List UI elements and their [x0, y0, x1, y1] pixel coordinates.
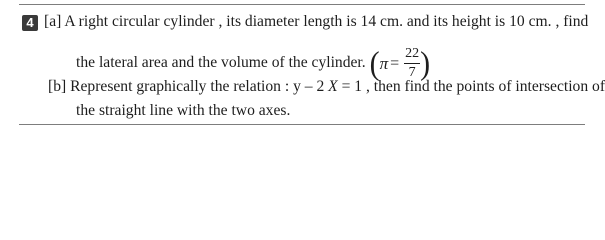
part-b-line-2	[76, 103, 290, 119]
fraction-denominator: 7	[408, 65, 416, 80]
question-number-badge: 4	[22, 15, 38, 31]
top-divider	[19, 4, 585, 5]
part-a-line-2	[76, 44, 431, 82]
pi-fraction	[404, 47, 420, 80]
fraction-numerator: 22	[405, 46, 420, 61]
open-parenthesis: (	[369, 44, 380, 82]
close-parenthesis: )	[420, 44, 431, 82]
part-b-x-variable: X	[328, 78, 338, 95]
part-b-line-1	[48, 79, 605, 95]
part-b-text-1-prefix: [b] Represent graphically the relation : y – 2	[48, 78, 329, 95]
part-b-text-1-suffix: = 1 , then find the points of intersection of	[337, 78, 605, 95]
part-a-text-2: the lateral area and the volume of the cylinder.	[76, 54, 366, 72]
equals-sign: =	[390, 54, 400, 72]
fraction-bar	[404, 63, 420, 64]
part-a-text-1: [a] A right circular cylinder , its diameter length is 14 cm. and its height is 10 cm. , find	[44, 13, 589, 30]
part-a-line-1	[22, 14, 588, 31]
pi-symbol: π	[379, 54, 389, 73]
part-b-text-2: the straight line with the two axes.	[76, 102, 291, 119]
bottom-divider	[19, 124, 585, 125]
